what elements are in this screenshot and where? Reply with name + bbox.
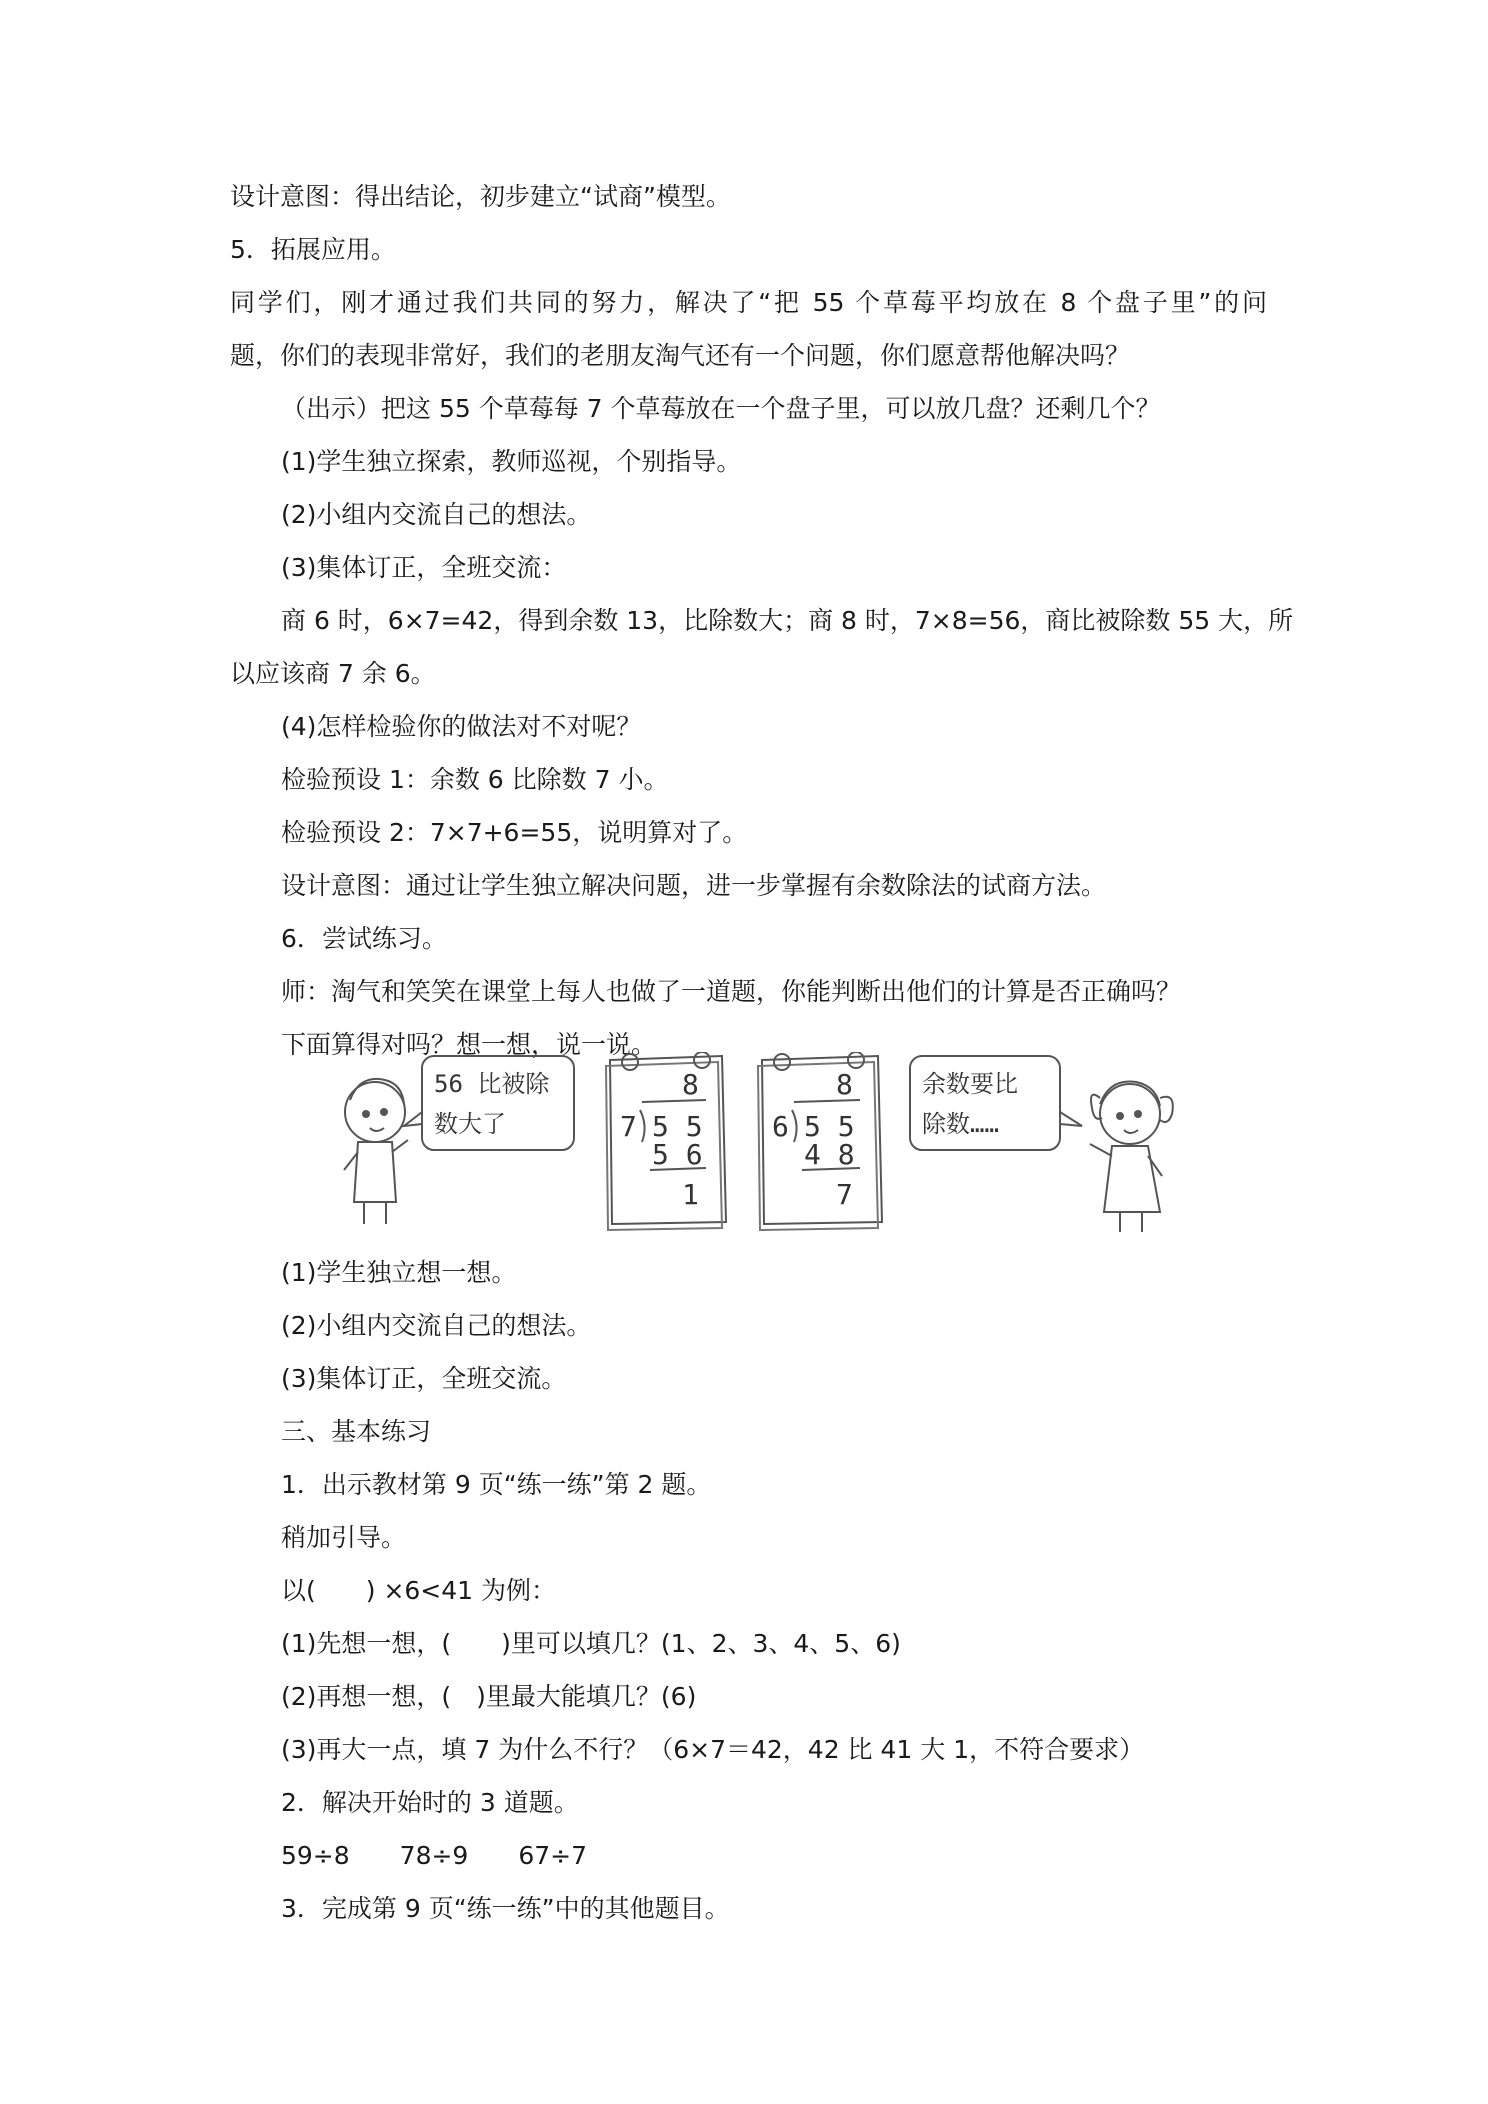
paragraph-problem-shown: （出示）把这 55 个草莓每 7 个草莓放在一个盘子里，可以放几盘？还剩几个？: [281, 394, 1161, 423]
division-1-remainder: 1: [682, 1178, 699, 1211]
division-illustration: [330, 1052, 1210, 1242]
paragraph-trial-quotient-line-1: 商 6 时，6×7=42，得到余数 13，比除数大；商 8 时，7×8=56，商比被除数 55 大，所: [281, 606, 1294, 635]
girl-figure-image: [1090, 1081, 1173, 1232]
paragraph-teacher-question: 师：淘气和笑笑在课堂上每人也做了一道题，你能判断出他们的计算是否正确吗？: [281, 977, 1182, 1006]
step-2-group-discuss-again: (2)小组内交流自己的想法。: [281, 1311, 592, 1340]
paragraph-trial-quotient-line-2: 以应该商 7 余 6。: [230, 659, 436, 688]
division-illustration-svg: [330, 1052, 1210, 1242]
practice-item-2: 2．解决开始时的 3 道题。: [281, 1788, 579, 1817]
step-4-check-method: (4)怎样检验你的做法对不对呢？: [281, 712, 642, 741]
step-1-think: (1)学生独立想一想。: [281, 1258, 517, 1287]
left-bubble-line-2: 数大了: [434, 1110, 506, 1138]
division-2-dividend: 5 5: [804, 1110, 855, 1143]
division-1-dividend: 5 5: [652, 1110, 703, 1143]
practice-step-1: (1)先想一想，( )里可以填几？(1、2、3、4、5、6): [281, 1629, 901, 1658]
division-1-quotient: 8: [682, 1068, 699, 1101]
division-2-divisor: 6: [772, 1110, 789, 1143]
paragraph-design-intent-1: 设计意图：得出结论，初步建立“试商”模型。: [230, 182, 731, 211]
right-bubble-line-1: 余数要比: [922, 1070, 1018, 1098]
practice-item-1: 1．出示教材第 9 页“练一练”第 2 题。: [281, 1470, 712, 1499]
practice-step-2: (2)再想一想，( )里最大能填几？(6): [281, 1682, 697, 1711]
paragraph-intro-line-2: 题，你们的表现非常好，我们的老朋友淘气还有一个问题，你们愿意帮他解决吗？: [230, 341, 1131, 370]
division-1-product: 5 6: [652, 1138, 703, 1171]
step-2-group-discuss: (2)小组内交流自己的想法。: [281, 500, 592, 529]
check-preset-1: 检验预设 1：余数 6 比除数 7 小。: [281, 765, 669, 794]
practice-example: 以( ) ×6<41 为例：: [281, 1576, 557, 1605]
practice-expressions: 59÷8 78÷9 67÷7: [281, 1841, 587, 1870]
practice-step-3: (3)再大一点，填 7 为什么不行？（6×7＝42，42 比 41 大 1，不符合要求）: [281, 1735, 1145, 1764]
heading-extension-application: 5．拓展应用。: [230, 235, 396, 264]
step-3-class-correct: (3)集体订正，全班交流：: [281, 553, 567, 582]
practice-item-3: 3．完成第 9 页“练一练”中的其他题目。: [281, 1894, 730, 1923]
right-bubble-line-2: 除数……: [922, 1110, 999, 1138]
division-2-product: 4 8: [804, 1138, 855, 1171]
step-3-class-correct-again: (3)集体订正，全班交流。: [281, 1364, 567, 1393]
step-1-independent-explore: (1)学生独立探索，教师巡视，个别指导。: [281, 447, 742, 476]
paragraph-design-intent-2: 设计意图：通过让学生独立解决问题，进一步掌握有余数除法的试商方法。: [281, 871, 1107, 900]
paragraph-think-and-say: 下面算得对吗？想一想，说一说。: [281, 1030, 657, 1059]
left-bubble-line-1: 56 比被除: [434, 1070, 550, 1098]
heading-try-practice: 6．尝试练习。: [281, 924, 447, 953]
check-preset-2: 检验预设 2：7×7+6=55，说明算对了。: [281, 818, 748, 847]
division-1-divisor: 7: [620, 1110, 637, 1143]
practice-guidance: 稍加引导。: [281, 1523, 407, 1552]
division-2-remainder: 7: [836, 1178, 853, 1211]
division-2-quotient: 8: [836, 1068, 853, 1101]
boy-figure-image: [344, 1079, 408, 1224]
paragraph-intro-line-1: 同学们，刚才通过我们共同的努力，解决了“把 55 个草莓平均放在 8 个盘子里”的问: [230, 288, 1267, 317]
heading-basic-practice: 三、基本练习: [281, 1417, 432, 1446]
